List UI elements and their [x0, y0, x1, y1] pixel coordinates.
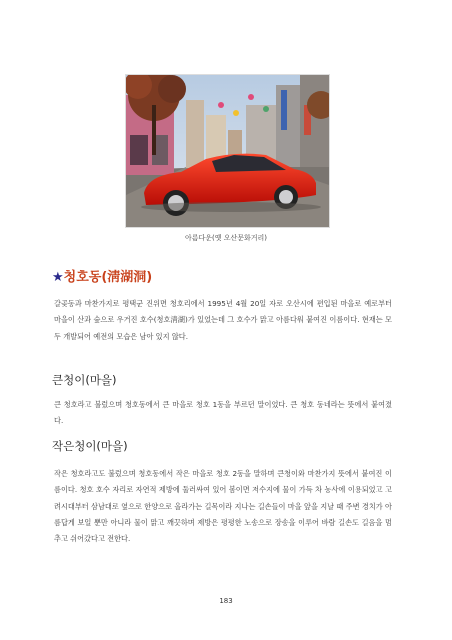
photo-caption: 아름다운(옛 오산문화거리) — [184, 234, 268, 242]
street-photo — [125, 74, 330, 228]
section-title — [52, 266, 152, 285]
page-number: 183 — [219, 597, 233, 605]
paragraph-jageuncheongi: 작은 청호라고도 불렀으며 청호동에서 작은 마을로 청호 2동을 말하며 큰청이와 마찬가지 뜻에서 붙여진 이름이다. 청호 호수 자리로 자연적 제방에 둘러싸여 있어 봄이면 저수지에 물이 가득 차 농사에 이용되었고 고려시대부터 삼남대로 옆으로 한양으로 올라가는 길목이라 지나는 길손들이 마을 앞을 지날 때 주변 경치가 아름답게 보일 뿐만 아니라 물이 맑고 깨끗하며 제방은 평평한 노송으로 장송을 이루어 바람 길손도 길음을 멈추고 쉬어갔다고 전한다. — [54, 469, 392, 544]
subheading-jageuncheongi: 작은청이(마을) — [52, 439, 128, 453]
paragraph-intro: 갈곶동과 마찬가지로 평택군 진위면 청호리에서 1995년 4월 20일 자로 오산시에 편입된 마을로 예로부터 마을이 산과 숲으로 우거진 호수(청호淸湖)가 있었는데 그 호수가 맑고 아름다워 붙여진 이름이다. 현재는 모두 개발되어 예전의 모습은 남아 있지 않다. — [54, 299, 392, 341]
section-title-text: 청호동(淸湖洞) — [63, 270, 153, 285]
street-photo-illustration — [126, 75, 329, 227]
subheading-keuncheongi: 큰청이(마을) — [52, 373, 117, 387]
paragraph-keuncheongi: 큰 청호라고 불렀으며 청호동에서 큰 마을로 청호 1동을 부르던 말이었다. 큰 청호 동네라는 뜻에서 붙여졌다. — [54, 400, 392, 426]
star-icon: ★ — [52, 270, 64, 285]
